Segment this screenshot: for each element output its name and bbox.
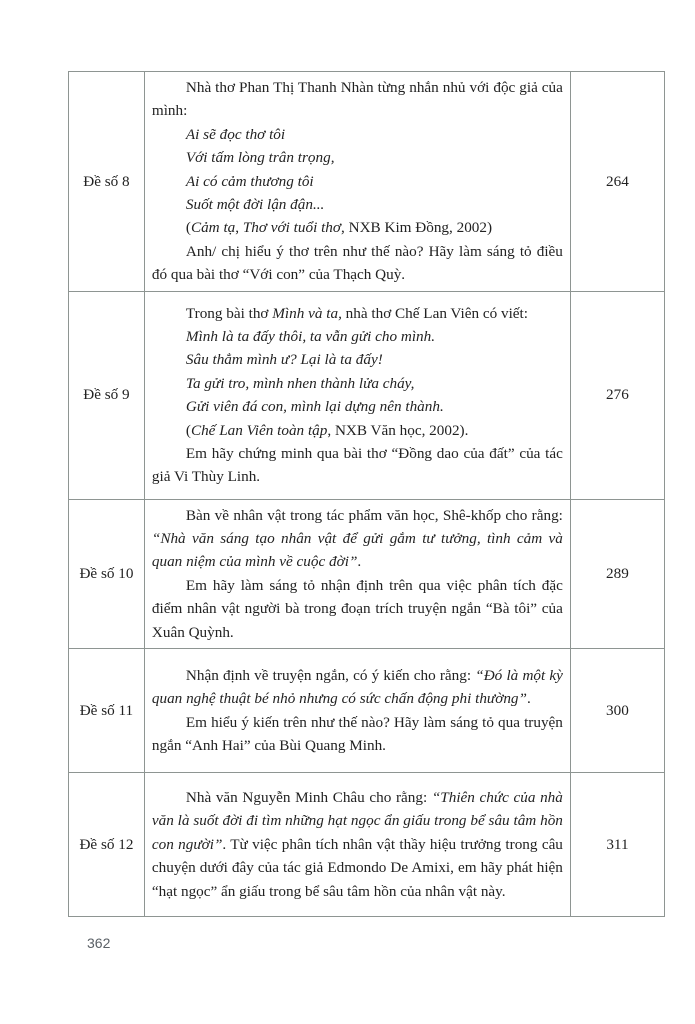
page-ref: 276 [570,291,664,499]
exam-prompt [144,499,570,648]
table-row [69,72,665,292]
exam-label: Đề số 12 [69,773,145,917]
cite-text: ( [185,421,191,439]
prompt-intro [152,504,563,574]
prompt-intro: Nhà thơ Phan Thị Thanh Nhàn từng nhắn nhủ với độc giả của mình: [151,79,563,120]
poem-line: Mình là ta đấy thôi, ta vẫn gửi cho mình. [185,327,436,345]
poem-title: Mình và ta, [272,304,342,322]
prompt-intro [152,302,563,325]
poem-citation [152,216,563,239]
exam-label: Đề số 10 [69,499,145,648]
cite-book: Thơ với tuổi thơ [242,219,342,237]
page-ref: 311 [570,773,664,917]
cite-book: Chế Lan Viên toàn tập [190,421,328,439]
exam-prompt [144,291,570,499]
exam-label: Đề số 9 [69,291,145,499]
page-ref: 289 [570,499,664,648]
cite-title: Cảm tạ [190,219,236,237]
prompt-task: Em hãy làm sáng tỏ nhận định trên qua việc phân tích đặc điểm nhân vật người bà trong đoạn trích truyện ngắn “Bà tôi” của Xuân Quỳnh. [151,576,563,641]
cite-text: , NXB Văn học, 2002). [327,421,469,439]
page-number: 362 [87,935,111,951]
exam-index-table [68,71,665,917]
intro-text: . Từ việc phân tích nhân vật thầy hiệu trưởng trong câu chuyện dưới đây của tác giả Edmondo De Amixi, em hãy phát hiện “hạt ngọc” ẩn giấu trong bể sâu tâm hồn của nhân vật này. [151,835,563,900]
exam-label: Đề số 11 [69,649,145,773]
intro-text: Nhà văn Nguyễn Minh Châu cho rằng: [185,789,432,807]
table-row [69,649,665,773]
exam-prompt [144,649,570,773]
quote: “Đó là một kỳ quan nghệ thuật bé nhỏ nhưng có sức chấn động phi thường” [151,666,563,708]
intro-text: . [526,690,531,708]
quote: “Thiên chức của nhà văn là suốt đời đi tìm những hạt ngọc ẩn giấu trong bể sâu tâm hồn con người” [151,789,563,853]
exam-label: Đề số 8 [69,72,145,292]
intro-text: Nhận định về truyện ngắn, có ý kiến cho rằng: [185,666,476,684]
poem-line: Ai sẽ đọc thơ tôi [185,125,286,143]
quote: “Nhà văn sáng tạo nhân vật để gửi gắm tư tưởng, tình cảm và quan niệm của mình về cuộc đời” [151,530,563,571]
poem-line: Sâu thẳm mình ư? Lại là ta đấy! [185,351,383,369]
page-ref: 264 [570,72,664,292]
poem-line: Với tấm lòng trân trọng, [185,149,335,167]
cite-text: , NXB Kim Đồng, 2002) [341,219,493,237]
table-row [69,291,665,499]
cite-text: , [235,219,243,237]
exam-prompt [144,773,570,917]
intro-text: Bàn về nhân vật trong tác phẩm văn học, Shê-khốp cho rằng: [185,506,563,524]
exam-prompt [144,72,570,292]
intro-text: . [357,553,362,571]
table-row [69,499,665,648]
prompt-intro [152,664,563,711]
poem-line: Suốt một đời lận đận... [185,196,325,214]
cite-text: ( [185,219,191,237]
page-ref: 300 [570,649,664,773]
intro-text: Trong bài thơ [185,304,273,322]
poem-line: Gửi viên đá con, mình lại dựng nên thành. [185,398,444,416]
poem-citation [152,419,563,442]
prompt-task: Anh/ chị hiểu ý thơ trên như thế nào? Hãy làm sáng tỏ điều đó qua bài thơ “Với con” của Thạch Quỳ. [151,242,563,284]
table-row [69,773,665,917]
poem-line: Ta gửi tro, mình nhen thành lửa cháy, [185,374,415,392]
poem-line: Ai có cảm thương tôi [185,172,314,190]
prompt-intro [152,786,563,903]
intro-text: nhà thơ Chế Lan Viên có viết: [341,304,528,322]
prompt-task: Em hiểu ý kiến trên như thế nào? Hãy làm sáng tỏ qua truyện ngắn “Anh Hai” của Bùi Quang Minh. [151,713,563,754]
prompt-task: Em hãy chứng minh qua bài thơ “Đồng dao của đất” của tác giả Vi Thùy Linh. [151,444,563,486]
